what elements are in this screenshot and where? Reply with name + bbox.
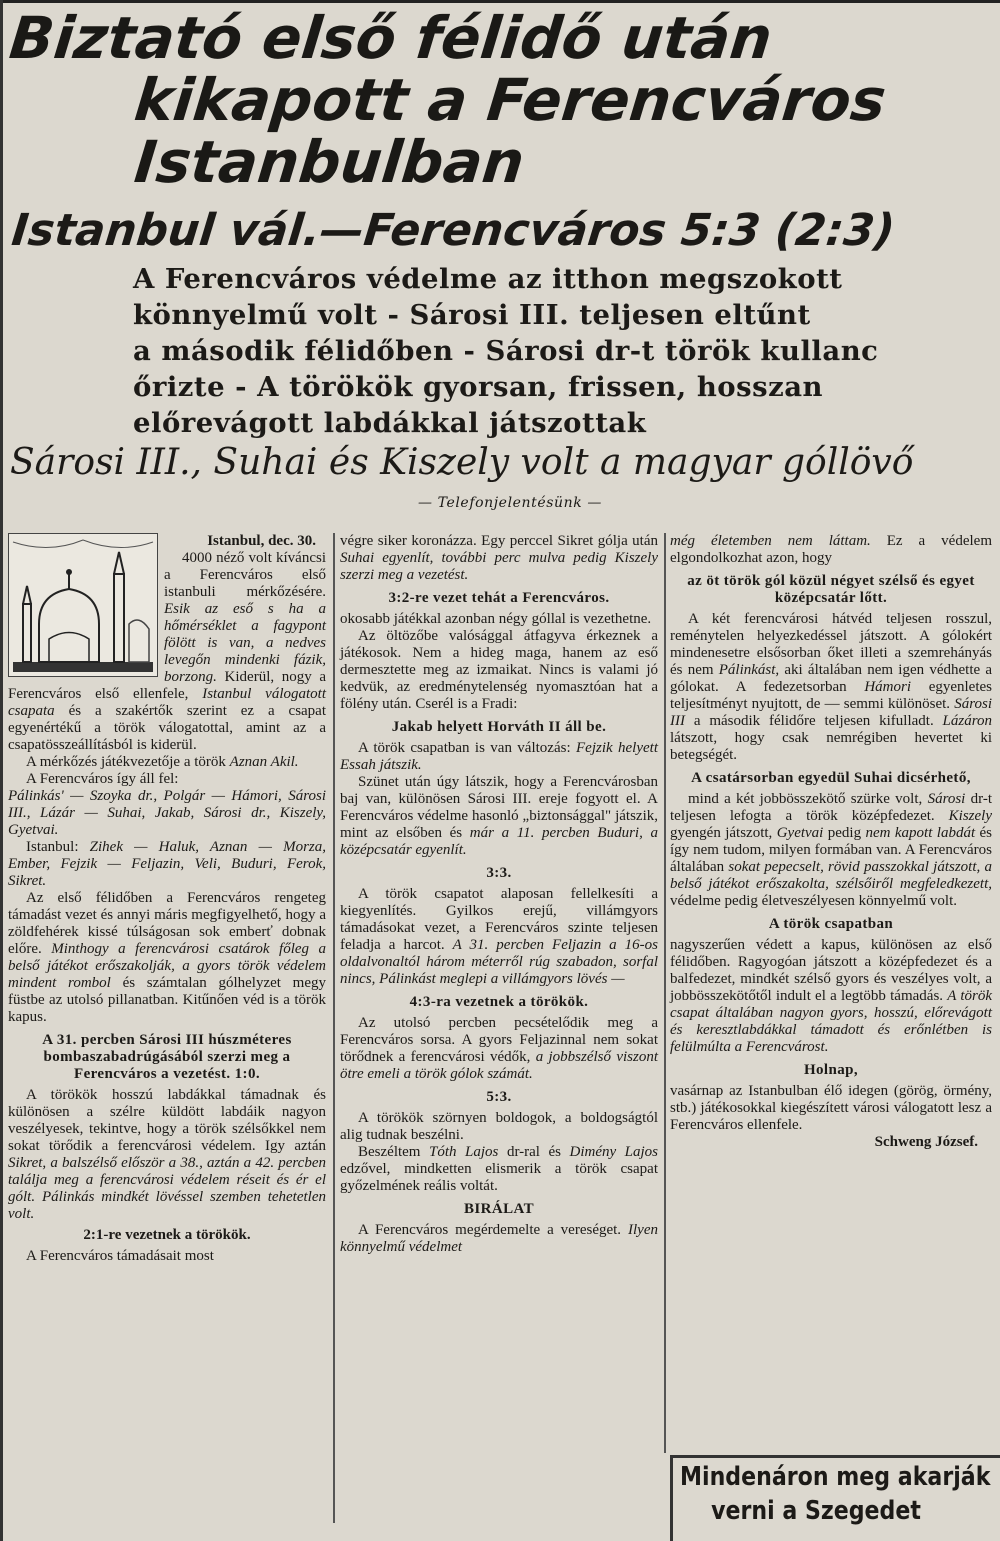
text: Aznan Akil.: [229, 754, 299, 770]
subheading: A török csapatban: [768, 916, 894, 932]
text: A Ferencváros így áll fel:: [26, 771, 179, 787]
text: 4000 néző volt kíváncsi a Ferencváros első istanbuli mérkőzésére.: [164, 550, 326, 600]
byline: — Telefonjelentésünk —: [417, 495, 603, 511]
text: és a szakértők szerint ez a csapat egyenértékű a török válogatottal, amint az a csapatösszeállításból is kiderül.: [8, 703, 327, 753]
text: Fejzik helyett Essah játszik.: [340, 740, 658, 773]
author-signature: Schweng József.: [874, 1134, 978, 1150]
text: A török csapatot alaposan fellelkesíti a kiegyenlítés. Gyilkos erejű, villámgyors támadásokat vezet, a Ferencváros szinte teljesen feladja a harcot.: [340, 886, 658, 953]
text: Sárosi: [927, 791, 966, 807]
subheading: 3:3.: [486, 865, 512, 881]
text: a második félidőre teljesen kifulladt.: [693, 713, 934, 729]
text: Az első félidőben a Ferencváros rengeteg támadást vezet és annyi máris megfigyelhető, hogy a zöldfehérek kissé túlságosan sok emberť dobnak előre.: [8, 890, 326, 957]
headline-line-1: Biztató első félidő után: [6, 4, 776, 72]
subheading: BIRÁLAT: [463, 1201, 535, 1217]
scorers-line: Sárosi III., Suhai és Kiszely volt a magyar góllövő: [10, 442, 914, 483]
subheading: Jakab helyett Horváth II áll be.: [391, 719, 607, 735]
subheading: 2:1-re vezetnek a törökök.: [83, 1227, 251, 1243]
text: A török csapatban is van változás:: [358, 740, 571, 756]
text: A Ferencváros megérdemelte a vereséget.: [358, 1222, 622, 1238]
text: aki általában nem igen védhette a gólokat. A fedezetsorban: [670, 662, 993, 695]
headline-line-2: kikapott a Ferencváros: [131, 66, 890, 134]
next-headline-line: Mindenáron meg akarják: [680, 1462, 991, 1492]
text: Ez a védelem elgondolkozhat azon, hogy: [670, 533, 992, 566]
subheading: 5:3.: [486, 1089, 512, 1105]
text: Istanbul válogatott csapata: [8, 686, 327, 719]
text: mind a két jobbösszekötő szürke volt,: [688, 791, 923, 807]
text: a jobbszélső viszont ötre emeli a török gólok számát.: [340, 1049, 658, 1082]
text: Pálinkás' — Szoyka dr., Polgár — Hámori, Sárosi III., Lázár — Suhai, Jakab, Sárosi dr., Kiszely, Gyetvai.: [8, 788, 326, 838]
text: Suhai egyenlít, további perc mulva pedig Kiszely szerzi meg a vezetést.: [340, 550, 658, 583]
subheading: Holnap,: [803, 1062, 859, 1078]
text: Kiderül, nogy a Ferencváros első ellenfele,: [8, 669, 326, 702]
text: dr-ral és: [506, 1144, 561, 1160]
text: A török csapat általában nagyon gyors, hosszú, előrevágott és keresztlabdákkal támadott és erőnlétben is felülmúlta a Ferencvárost.: [670, 988, 992, 1055]
text: Minthogy a ferencvárosi csatárok főleg a belső játékot erőszakolják, a gyors török védelem mindent rombol: [8, 941, 326, 991]
subheading: az öt török gól közül négyet szélső és egyet középcsatár lőtt.: [687, 573, 975, 606]
text: Sárosi III: [670, 696, 993, 729]
subheading: A 31. percben Sárosi III húszméteres bombaszabadrúgásából szerzi meg a Ferencváros a vezetést. 1:0.: [42, 1032, 292, 1082]
text: nem kapott labdát: [865, 825, 976, 841]
text: A törökök hosszú labdákkal támadnak és különösen a szélre küldött labdáik nagyon veszélyesek, tekintve, hogy a török szélsőkkel nem sokat törődik a ferencvárosi védelem. Igy aztán: [8, 1087, 326, 1154]
article-column-2: [340, 533, 658, 1256]
text: Gyetvai: [776, 825, 824, 841]
text: és számtalan gólhelyzet megy füstbe az utolsó pillanatban. Kitűnően véd is a török kapus.: [8, 975, 326, 1025]
text: A mérkőzés játékvezetője a török: [26, 754, 226, 770]
text: Zihek — Haluk, Aznan — Morza, Ember, Fejzik — Feljazin, Veli, Buduri, Ferok, Sikret.: [8, 839, 326, 889]
text: pedig: [827, 825, 862, 841]
text: A két ferencvárosi hátvéd teljesen rosszul, reménytelen helyezkedéssel játszott. A gólokért mindenesetre elsősorban őket illeti a szemrehányás és nem: [670, 611, 992, 678]
article-column-1: [8, 533, 326, 1265]
text: Dimény Lajos: [569, 1144, 659, 1160]
subheading: 3:2-re vezet tehát a Ferencváros.: [388, 590, 610, 606]
text: Istanbul:: [26, 839, 79, 855]
text: Az utolsó percben pecsételődik meg a Ferencváros sorsa. A gyors Feljazinnal nem sokat törődnek a ferencvárosi védők,: [340, 1015, 658, 1065]
text: már a 11. percben Buduri, a középcsatár egyenlít.: [340, 825, 658, 858]
column-rule: [333, 533, 335, 1523]
deck-line: előrevágott labdákkal játszottak: [133, 407, 647, 439]
text: Tóth Lajos: [429, 1144, 499, 1160]
subheading: 4:3-ra vezetnek a törökök.: [409, 994, 589, 1010]
text: Esik az eső s ha a hőmérséklet a fagypont fölött is van, a nedves levegőn mindenki fázik, borzong.: [164, 601, 326, 685]
text: védelme pedig életveszélyesen könnyelmű volt.: [670, 893, 957, 909]
column-rule: [664, 533, 666, 1453]
text: dr-t teljesen lefogta a török középfedezet.: [670, 791, 992, 824]
text: Ilyen könnyelmű védelmet: [340, 1222, 658, 1255]
text: nagyszerűen védett a kapus, különösen az első félidőben. Ragyogóan játszott a középfedezet és a balfedezet, mindkét szélső gyors és veszélyes volt, a jobbösszekötőtől indult el a legtöbb támadás.: [670, 937, 992, 1004]
text: Az öltözőbe valósággal átfagyva érkeznek a játékosok. Nem a hideg maga, hanem az eső dermesztette meg az izmaikat. Nincs is valami jó kedvük, az eredménytelenség nyomasztóan hat a fölény után. Cserél is a Fradi:: [340, 628, 658, 712]
article-column-3: [670, 533, 992, 1151]
text: még életemben nem láttam.: [670, 533, 871, 549]
deck-line: A Ferencváros védelme az itthon megszokott: [133, 263, 843, 295]
text: A törökök szörnyen boldogok, a boldogságtól alig tudnak beszélni.: [340, 1110, 658, 1143]
top-border-rule: [0, 0, 1000, 3]
text: Hámori: [864, 679, 911, 695]
next-headline-line: verni a Szegedet: [711, 1496, 921, 1526]
text: egyenletes teljesítményt nyujtott, de — semmi különöset.: [670, 679, 992, 712]
headline-line-3: Istanbulban: [131, 128, 528, 196]
deck-line: a második félidőben - Sárosi dr-t török kullanc: [133, 335, 879, 367]
text: gyengén játszott,: [670, 825, 773, 841]
text: végre siker koronázza. Egy perccel Sikret gólja után: [340, 533, 658, 549]
mosque-illustration-icon: [8, 533, 158, 677]
left-border-rule: [0, 0, 3, 1541]
text: Pálinkást,: [718, 662, 780, 678]
text: sokat pepecselt, rövid passzokkal játszott, a belső játékot erőszakolta, szélsőiről megfeledkezett,: [670, 859, 993, 892]
text: okosabb játékkal azonban négy góllal is vezethetne.: [340, 611, 652, 627]
deck-subheadline: [133, 261, 993, 441]
score-line: Istanbul vál.—Ferencváros 5:3 (2:3): [9, 205, 898, 256]
deck-line: őrizte - A törökök gyorsan, frissen, hosszan: [133, 371, 824, 403]
text: Szünet után úgy látszik, hogy a Ferencvárosban baj van, különösen Sárosi III. ereje fogyott el. A Ferencváros védelme hasonló „biztonsággal" játszik, mint az elsőben és: [340, 774, 658, 841]
text: A 31. percben Feljazin a 16-os oldalvonaltól három méterről rúg szabadon, sorfal nincs, Pálinkást meglepi a villámgyors lövés —: [340, 937, 659, 987]
dateline: Istanbul, dec. 30.: [207, 533, 316, 549]
text: Beszéltem: [358, 1144, 421, 1160]
deck-line: könnyelmű volt - Sárosi III. teljesen eltűnt: [133, 299, 811, 331]
text: Sikret, a balszélső először a 38., aztán a 42. percben találja meg a ferencvárosi védelem réseit és ér el gólt. Pálinkás mindkét lövéssel szemben tehetetlen volt.: [8, 1155, 326, 1222]
text: edzővel, mindketten elismerik a török csapat győzelmének reális voltát.: [340, 1161, 658, 1194]
text: látszott, hogy csak nemrégiben hevertet ki betegségét.: [670, 730, 992, 763]
text: Kiszely: [948, 808, 993, 824]
next-article-headline: [680, 1460, 991, 1528]
text: A Ferencváros támadásait most: [26, 1248, 214, 1264]
text: Lázáron: [942, 713, 993, 729]
text: vasárnap az Istanbulban élő idegen (görög, örmény, stb.) játékosokkal kiegészített városi válogatott lesz a Ferencváros ellenfele.: [670, 1083, 992, 1133]
text: és így nem tudom, milyen formában van. A Ferencváros általában: [670, 825, 993, 875]
subheading: A csatársorban egyedül Suhai dicsérhető,: [691, 770, 971, 786]
